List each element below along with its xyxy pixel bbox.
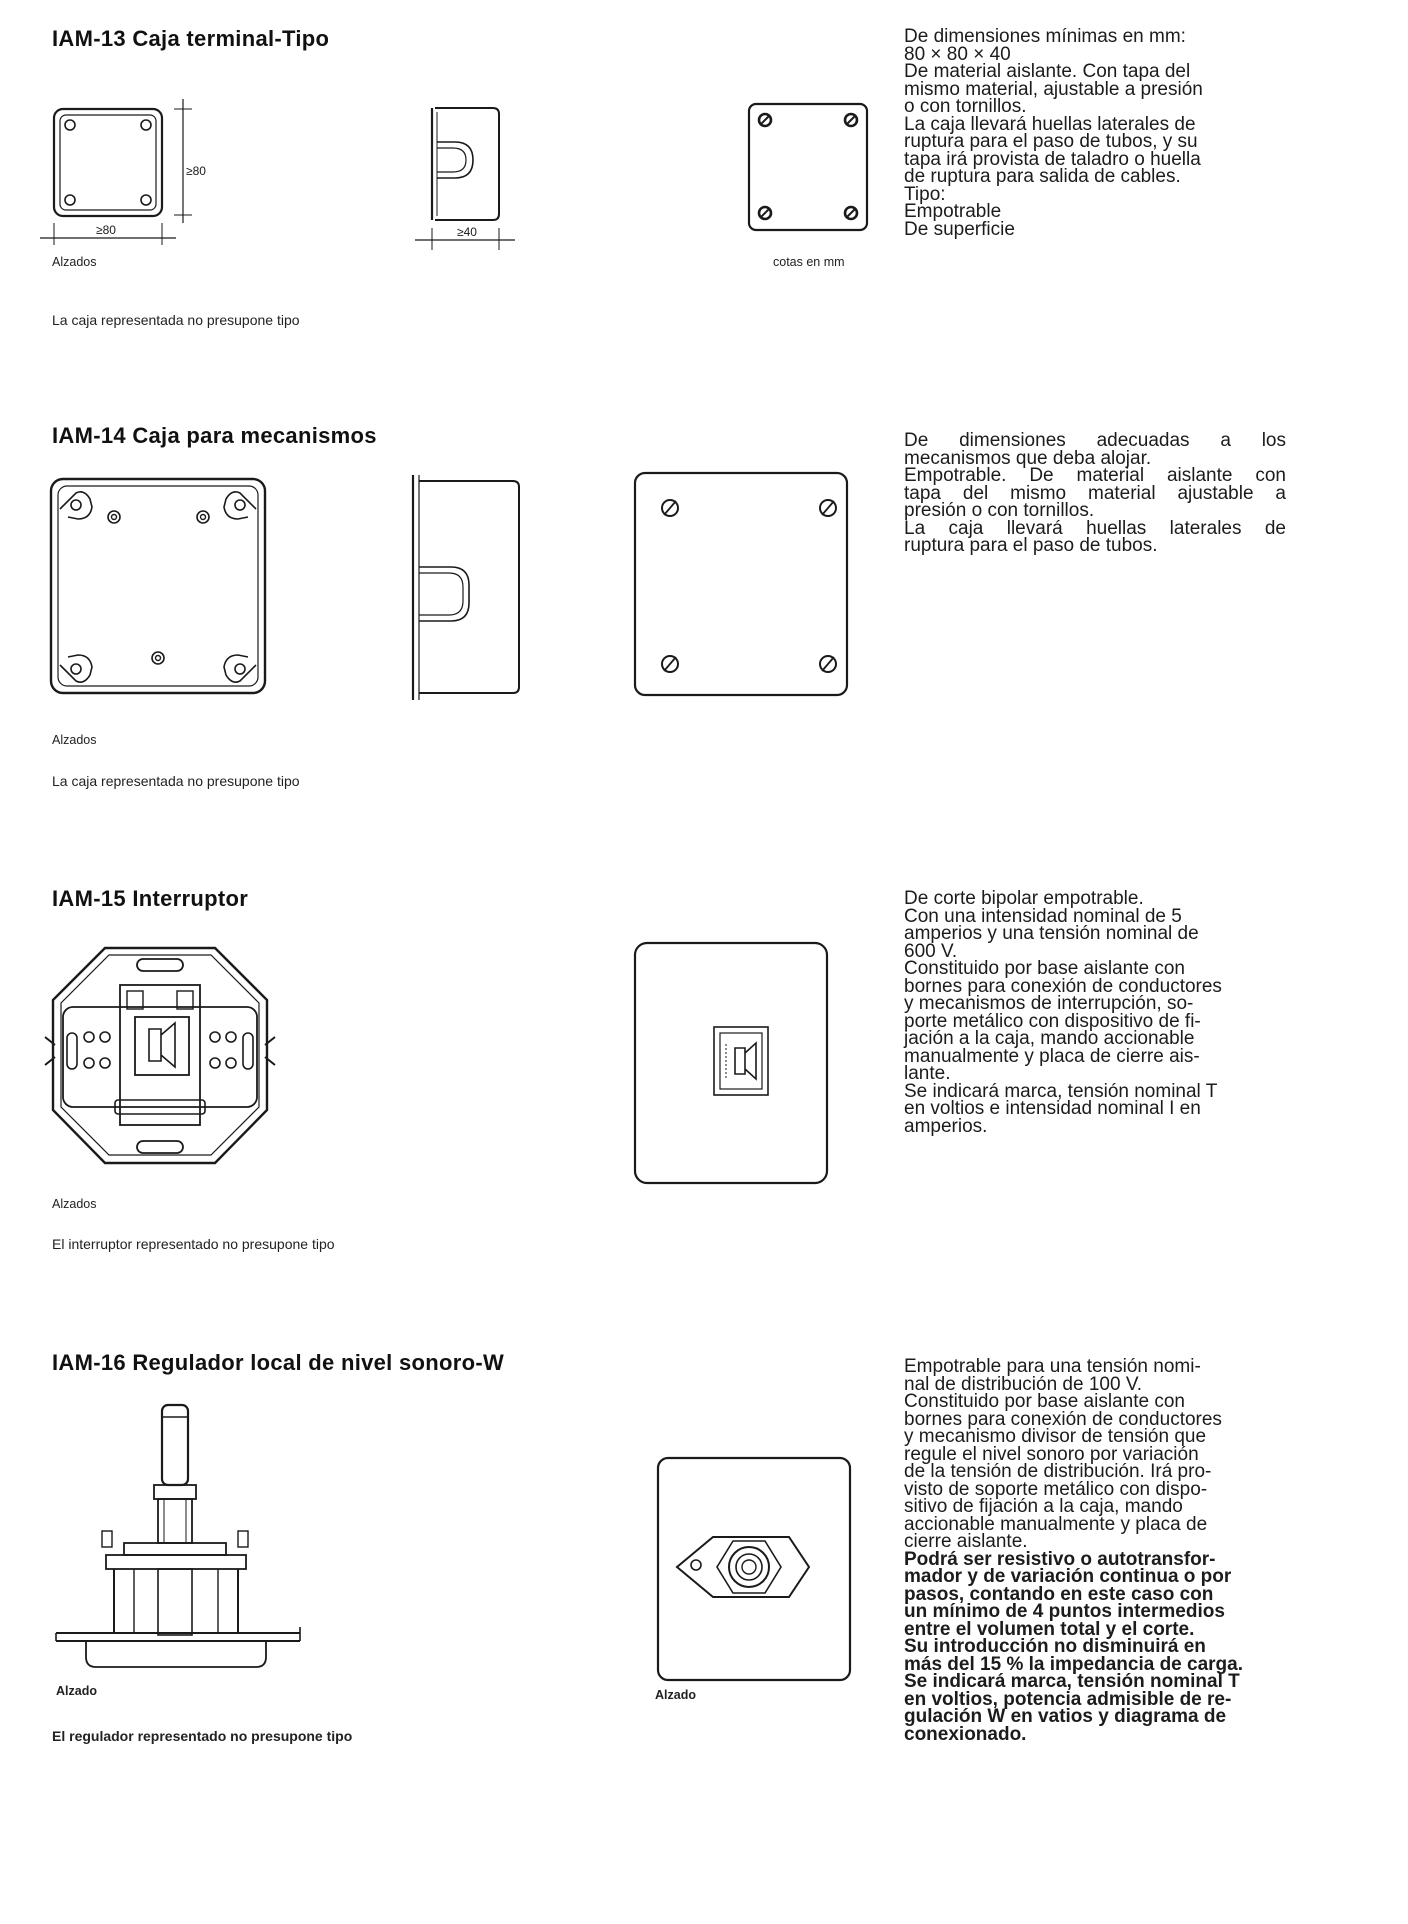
iam15-description bbox=[904, 890, 1286, 1135]
iam13-note: La caja representada no presupone tipo bbox=[52, 312, 300, 328]
iam13-caption-cotas: cotas en mm bbox=[773, 255, 845, 269]
desc-line: manualmente y placa de cierre ais- bbox=[904, 1045, 1200, 1067]
iam14-caption-alzados: Alzados bbox=[52, 733, 97, 747]
desc-line: y mecanismo divisor de tensión que bbox=[904, 1426, 1207, 1447]
iam13-caption-alzados: Alzados bbox=[52, 255, 97, 269]
desc-line: mecanismos que deba alojar. bbox=[904, 447, 1152, 469]
iam16-description bbox=[904, 1358, 1286, 1743]
iam13-side-view-drawing bbox=[405, 100, 515, 250]
section-title-iam-13: IAM-13 Caja terminal-Tipo bbox=[52, 26, 330, 51]
iam15-cover-plate-drawing bbox=[632, 940, 832, 1190]
desc-line: Se indicará marca, tensión nominal T bbox=[904, 1671, 1240, 1692]
desc-line: mismo material, ajustable a presión bbox=[904, 78, 1203, 100]
iam13-front-view-drawing bbox=[40, 95, 206, 245]
iam13-cover-view-drawing bbox=[745, 100, 870, 235]
desc-line: Podrá ser resistivo o autotransfor- bbox=[904, 1548, 1216, 1570]
iam15-note: El interruptor representado no presupone tipo bbox=[52, 1236, 335, 1252]
iam13-description bbox=[904, 28, 1286, 238]
desc-line: Constituido por base aislante con bbox=[904, 1391, 1185, 1412]
dim-height-label: ≥80 bbox=[186, 164, 206, 178]
desc-line: 80 × 80 × 40 bbox=[904, 43, 1011, 65]
desc-line: regule el nivel sonoro por variación bbox=[904, 1443, 1199, 1465]
iam15-switch-mechanism-drawing bbox=[45, 945, 275, 1170]
desc-line: De corte bipolar empotrable. bbox=[904, 888, 1144, 909]
desc-line: Su introducción no disminuirá en bbox=[904, 1636, 1206, 1657]
desc-line: amperios. bbox=[904, 1115, 988, 1137]
desc-line: Tipo: bbox=[904, 183, 946, 205]
desc-line: gulación W en vatios y diagrama de bbox=[904, 1706, 1227, 1727]
desc-line: en voltios, potencia admisible de re- bbox=[904, 1688, 1232, 1710]
desc-line: bornes para conexión de conductores bbox=[904, 1408, 1222, 1430]
desc-line: pasos, contando en este caso con bbox=[904, 1583, 1214, 1605]
desc-line: De dimensiones mínimas en mm: bbox=[904, 26, 1186, 47]
desc-line: un mínimo de 4 puntos intermedios bbox=[904, 1601, 1225, 1622]
desc-line: porte metálico con dispositivo de fi- bbox=[904, 1010, 1201, 1032]
desc-line: Constituido por base aislante con bbox=[904, 958, 1185, 979]
desc-line: mador y de variación continua o por bbox=[904, 1566, 1232, 1587]
iam14-front-view-drawing bbox=[48, 475, 268, 700]
desc-line: de ruptura para salida de cables. bbox=[904, 166, 1181, 187]
desc-line: visto de soporte metálico con dispo- bbox=[904, 1478, 1208, 1500]
iam16-caption-alzado-right: Alzado bbox=[655, 1688, 696, 1702]
desc-line: bornes para conexión de conductores bbox=[904, 975, 1222, 997]
desc-line: De material aislante. Con tapa del bbox=[904, 61, 1191, 82]
desc-line: entre el volumen total y el corte. bbox=[904, 1618, 1195, 1640]
desc-line: Con una intensidad nominal de 5 bbox=[904, 905, 1182, 927]
desc-line: La caja llevará huellas laterales de bbox=[904, 113, 1196, 135]
iam15-caption-alzados: Alzados bbox=[52, 1197, 97, 1211]
section-title-iam-14: IAM-14 Caja para mecanismos bbox=[52, 423, 377, 448]
desc-line: y mecanismos de interrupción, so- bbox=[904, 993, 1194, 1014]
desc-line: de la tensión de distribución. Irá pro- bbox=[904, 1461, 1212, 1482]
iam14-description bbox=[904, 432, 1286, 555]
iam16-caption-alzado-left: Alzado bbox=[56, 1684, 97, 1698]
desc-line: ruptura para el paso de tubos. bbox=[904, 535, 1158, 556]
desc-line: Empotrable para una tensión nomi- bbox=[904, 1356, 1201, 1377]
desc-line: jación a la caja, mando accionable bbox=[904, 1028, 1195, 1049]
desc-line: De dimensiones adecuadas a los bbox=[904, 430, 1286, 451]
desc-line: amperios y una tensión nominal de bbox=[904, 923, 1199, 944]
desc-line: cierre aislante. bbox=[904, 1531, 1028, 1552]
desc-line: sitivo de fijación a la caja, mando bbox=[904, 1496, 1183, 1517]
dim-width-label: ≥80 bbox=[96, 223, 116, 237]
section-title-iam-15: IAM-15 Interruptor bbox=[52, 886, 249, 911]
section-title-iam-16: IAM-16 Regulador local de nivel sonoro-W bbox=[52, 1350, 505, 1375]
desc-line: Empotrable. De material aislante con bbox=[904, 465, 1286, 486]
desc-line: tapa irá provista de taladro o huella bbox=[904, 148, 1201, 170]
desc-line: presión o con tornillos. bbox=[904, 500, 1095, 521]
desc-line: tapa del mismo material ajustable a bbox=[904, 482, 1286, 504]
desc-line: en voltios e intensidad nominal I en bbox=[904, 1098, 1201, 1119]
desc-line: La caja llevará huellas laterales de bbox=[904, 517, 1286, 539]
desc-line: accionable manualmente y placa de bbox=[904, 1513, 1208, 1535]
desc-line: más del 15 % la impedancia de carga. bbox=[904, 1653, 1243, 1675]
desc-line: Empotrable bbox=[904, 201, 1002, 222]
desc-line: ruptura para el paso de tubos, y su bbox=[904, 131, 1198, 152]
iam14-note: La caja representada no presupone tipo bbox=[52, 773, 300, 789]
iam16-regulator-elevation-drawing bbox=[52, 1405, 307, 1700]
desc-line: nal de distribución de 100 V. bbox=[904, 1373, 1143, 1395]
desc-line: o con tornillos. bbox=[904, 96, 1027, 117]
iam14-side-view-drawing bbox=[405, 475, 525, 705]
iam16-note: El regulador representado no presupone tipo bbox=[52, 1728, 353, 1744]
dim-depth-label: ≥40 bbox=[457, 225, 477, 239]
desc-line: Se indicará marca, tensión nominal T bbox=[904, 1080, 1218, 1102]
desc-line: De superficie bbox=[904, 218, 1015, 240]
iam16-cover-plate-drawing bbox=[655, 1455, 855, 1685]
iam14-cover-view-drawing bbox=[632, 470, 852, 700]
desc-line: conexionado. bbox=[904, 1723, 1027, 1745]
desc-line: lante. bbox=[904, 1063, 951, 1084]
desc-line: 600 V. bbox=[904, 940, 958, 962]
